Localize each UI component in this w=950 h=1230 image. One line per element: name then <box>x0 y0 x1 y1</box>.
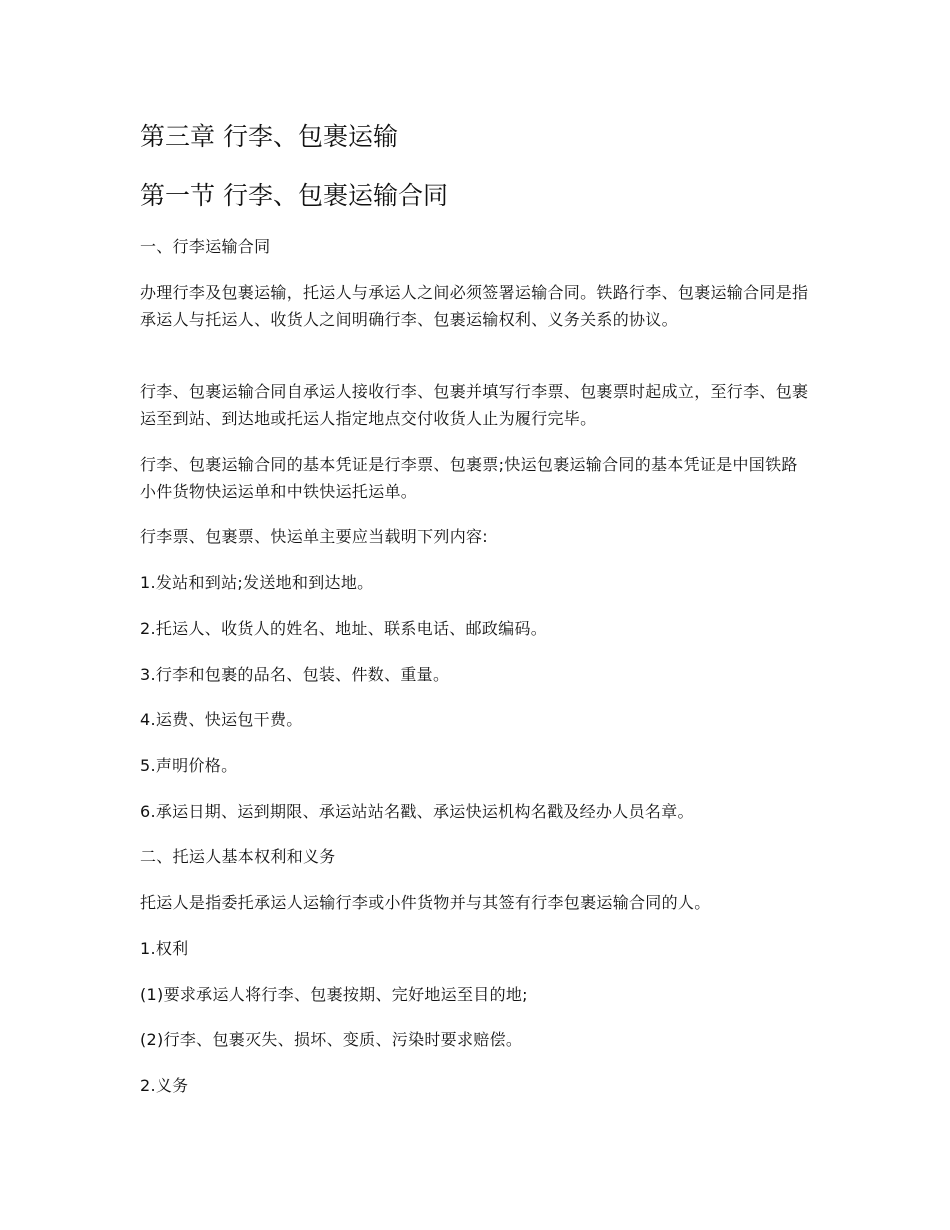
chapter-title: 第三章 行李、包裹运输 <box>140 122 398 151</box>
section-title: 第一节 行李、包裹运输合同 <box>140 181 448 210</box>
list-item: 2.义务 <box>140 1076 189 1095</box>
paragraph: 行李票、包裹票、快运单主要应当载明下列内容: <box>140 527 488 546</box>
list-item: (1)要求承运人将行李、包裹按期、完好地运至目的地; <box>140 985 528 1004</box>
list-item: 6.承运日期、运到期限、承运站站名戳、承运快运机构名戳及经办人员名章。 <box>140 802 694 821</box>
list-item: 1.发站和到站;发送地和到达地。 <box>140 573 374 592</box>
list-item: 1.权利 <box>140 939 189 958</box>
list-item: (2)行李、包裹灭失、损坏、变质、污染时要求赔偿。 <box>140 1030 523 1049</box>
paragraph: 办理行李及包裹运输，托运人与承运人之间必须签署运输合同。铁路行李、包裹运输合同是指承运人与托运人、收货人之间明确行李、包裹运输权利、义务关系的协议。 <box>140 283 809 329</box>
subheading-1: 一、行李运输合同 <box>140 237 271 256</box>
list-item: 3.行李和包裹的品名、包装、件数、重量。 <box>140 665 450 684</box>
list-item: 5.声明价格。 <box>140 756 238 775</box>
list-item: 4.运费、快运包干费。 <box>140 710 303 729</box>
list-item: 2.托运人、收货人的姓名、地址、联系电话、邮政编码。 <box>140 619 548 638</box>
paragraph: 行李、包裹运输合同的基本凭证是行李票、包裹票;快运包裹运输合同的基本凭证是中国铁路小件货物快运运单和中铁快运托运单。 <box>140 455 798 501</box>
paragraph: 行李、包裹运输合同自承运人接收行李、包裹并填写行李票、包裹票时起成立，至行李、包裹运至到站、到达地或托运人指定地点交付收货人止为履行完毕。 <box>140 382 809 428</box>
paragraph: 托运人是指委托承运人运输行李或小件货物并与其签有行李包裹运输合同的人。 <box>140 893 711 912</box>
subheading-2: 二、托运人基本权利和义务 <box>140 847 336 866</box>
